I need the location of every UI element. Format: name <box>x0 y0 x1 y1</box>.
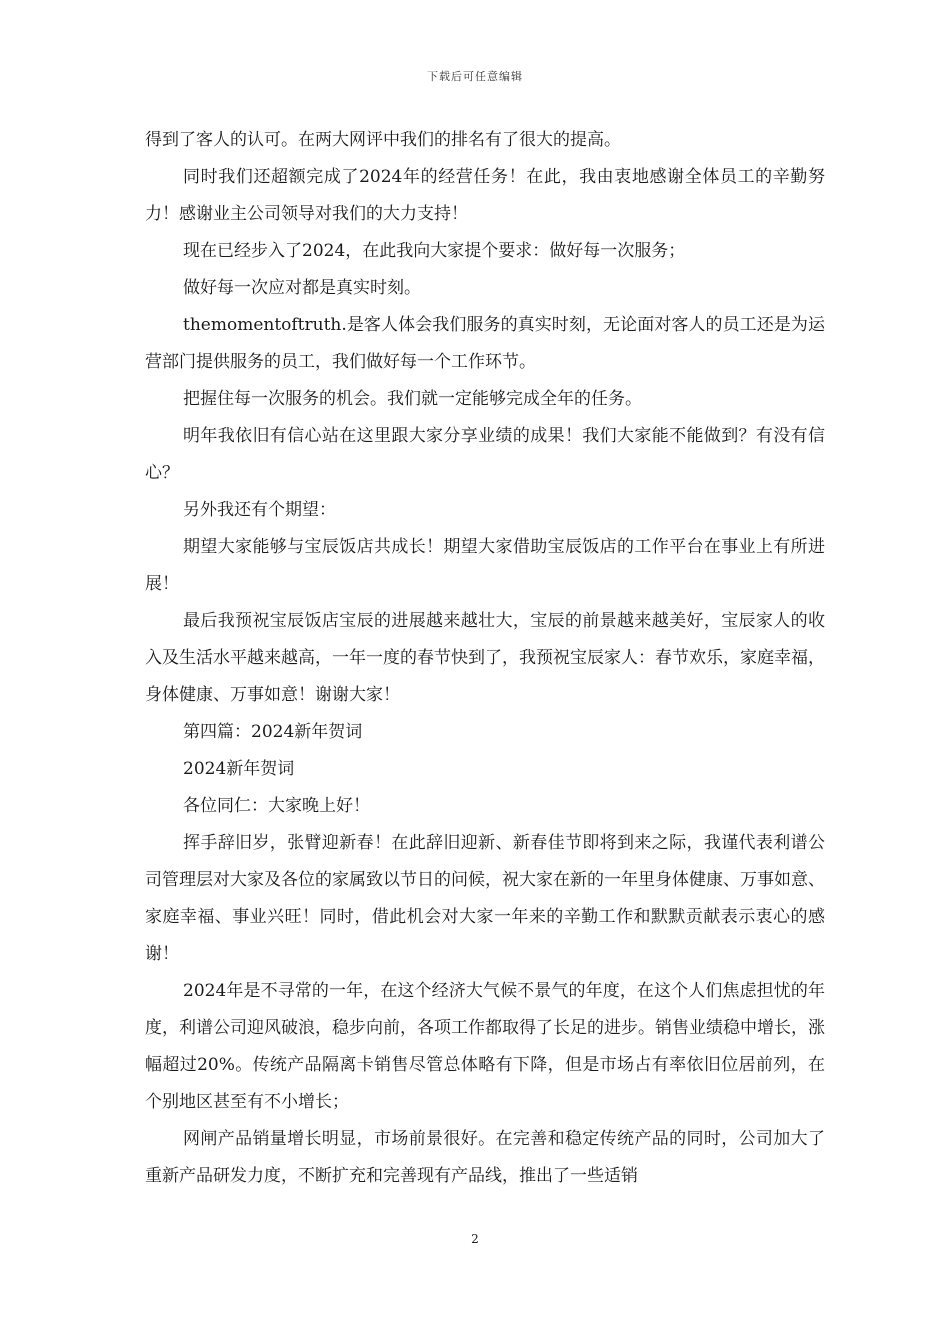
paragraph: 现在已经步入了2024，在此我向大家提个要求：做好每一次服务； <box>183 241 686 261</box>
paragraph: 同时我们还超额完成了2024年的经营任务！在此，我由衷地感谢全体员工的辛勤努力！感谢业主公司领导对我们的大力支持！ <box>145 167 825 224</box>
paragraph: 最后我预祝宝辰饭店宝辰的进展越来越壮大，宝辰的前景越来越美好，宝辰家人的收入及生活水平越来越高，一年一度的春节快到了，我预祝宝辰家人：春节欢乐，家庭幸福，身体健康、万事如意！谢谢大家！ <box>145 611 825 705</box>
page-number: 2 <box>471 1232 479 1246</box>
paragraph: 把握住每一次服务的机会。我们就一定能够完成全年的任务。 <box>183 389 642 409</box>
paragraph: 挥手辞旧岁，张臂迎新春！在此辞旧迎新、新春佳节即将到来之际，我谨代表利谱公司管理层对大家及各位的家属致以节日的问候，祝大家在新的一年里身体健康、万事如意、家庭幸福、事业兴旺！同时，借此机会对大家一年来的辛勤工作和默默贡献表示衷心的感谢！ <box>145 833 825 964</box>
page-header: 下载后可任意编辑 <box>427 70 523 83</box>
paragraph: 网闸产品销量增长明显，市场前景很好。在完善和稳定传统产品的同时，公司加大了重新产品研发力度，不断扩充和完善现有产品线，推出了一些适销 <box>145 1129 825 1186</box>
paragraph: 做好每一次应对都是真实时刻。 <box>183 278 421 298</box>
paragraph: 另外我还有个期望： <box>183 500 336 520</box>
document-body <box>145 122 825 1195</box>
section-title: 2024新年贺词 <box>183 759 295 779</box>
paragraph: 2024年是不寻常的一年，在这个经济大气候不景气的年度，在这个人们焦虑担忧的年度，利谱公司迎风破浪，稳步向前，各项工作都取得了长足的进步。销售业绩稳中增长，涨幅超过20%。传统产品隔离卡销售尽管总体略有下降，但是市场占有率依旧位居前列，在个别地区甚至有不小增长； <box>145 981 825 1112</box>
paragraph: themomentoftruth.是客人体会我们服务的真实时刻，无论面对客人的员工还是为运营部门提供服务的员工，我们做好每一个工作环节。 <box>145 315 825 372</box>
salutation: 各位同仁：大家晚上好！ <box>183 796 370 816</box>
paragraph: 得到了客人的认可。在两大网评中我们的排名有了很大的提高。 <box>145 130 621 150</box>
paragraph: 期望大家能够与宝辰饭店共成长！期望大家借助宝辰饭店的工作平台在事业上有所进展！ <box>145 537 825 594</box>
section-heading: 第四篇：2024新年贺词 <box>183 722 363 742</box>
paragraph: 明年我依旧有信心站在这里跟大家分享业绩的成果！我们大家能不能做到？有没有信心？ <box>145 426 825 483</box>
